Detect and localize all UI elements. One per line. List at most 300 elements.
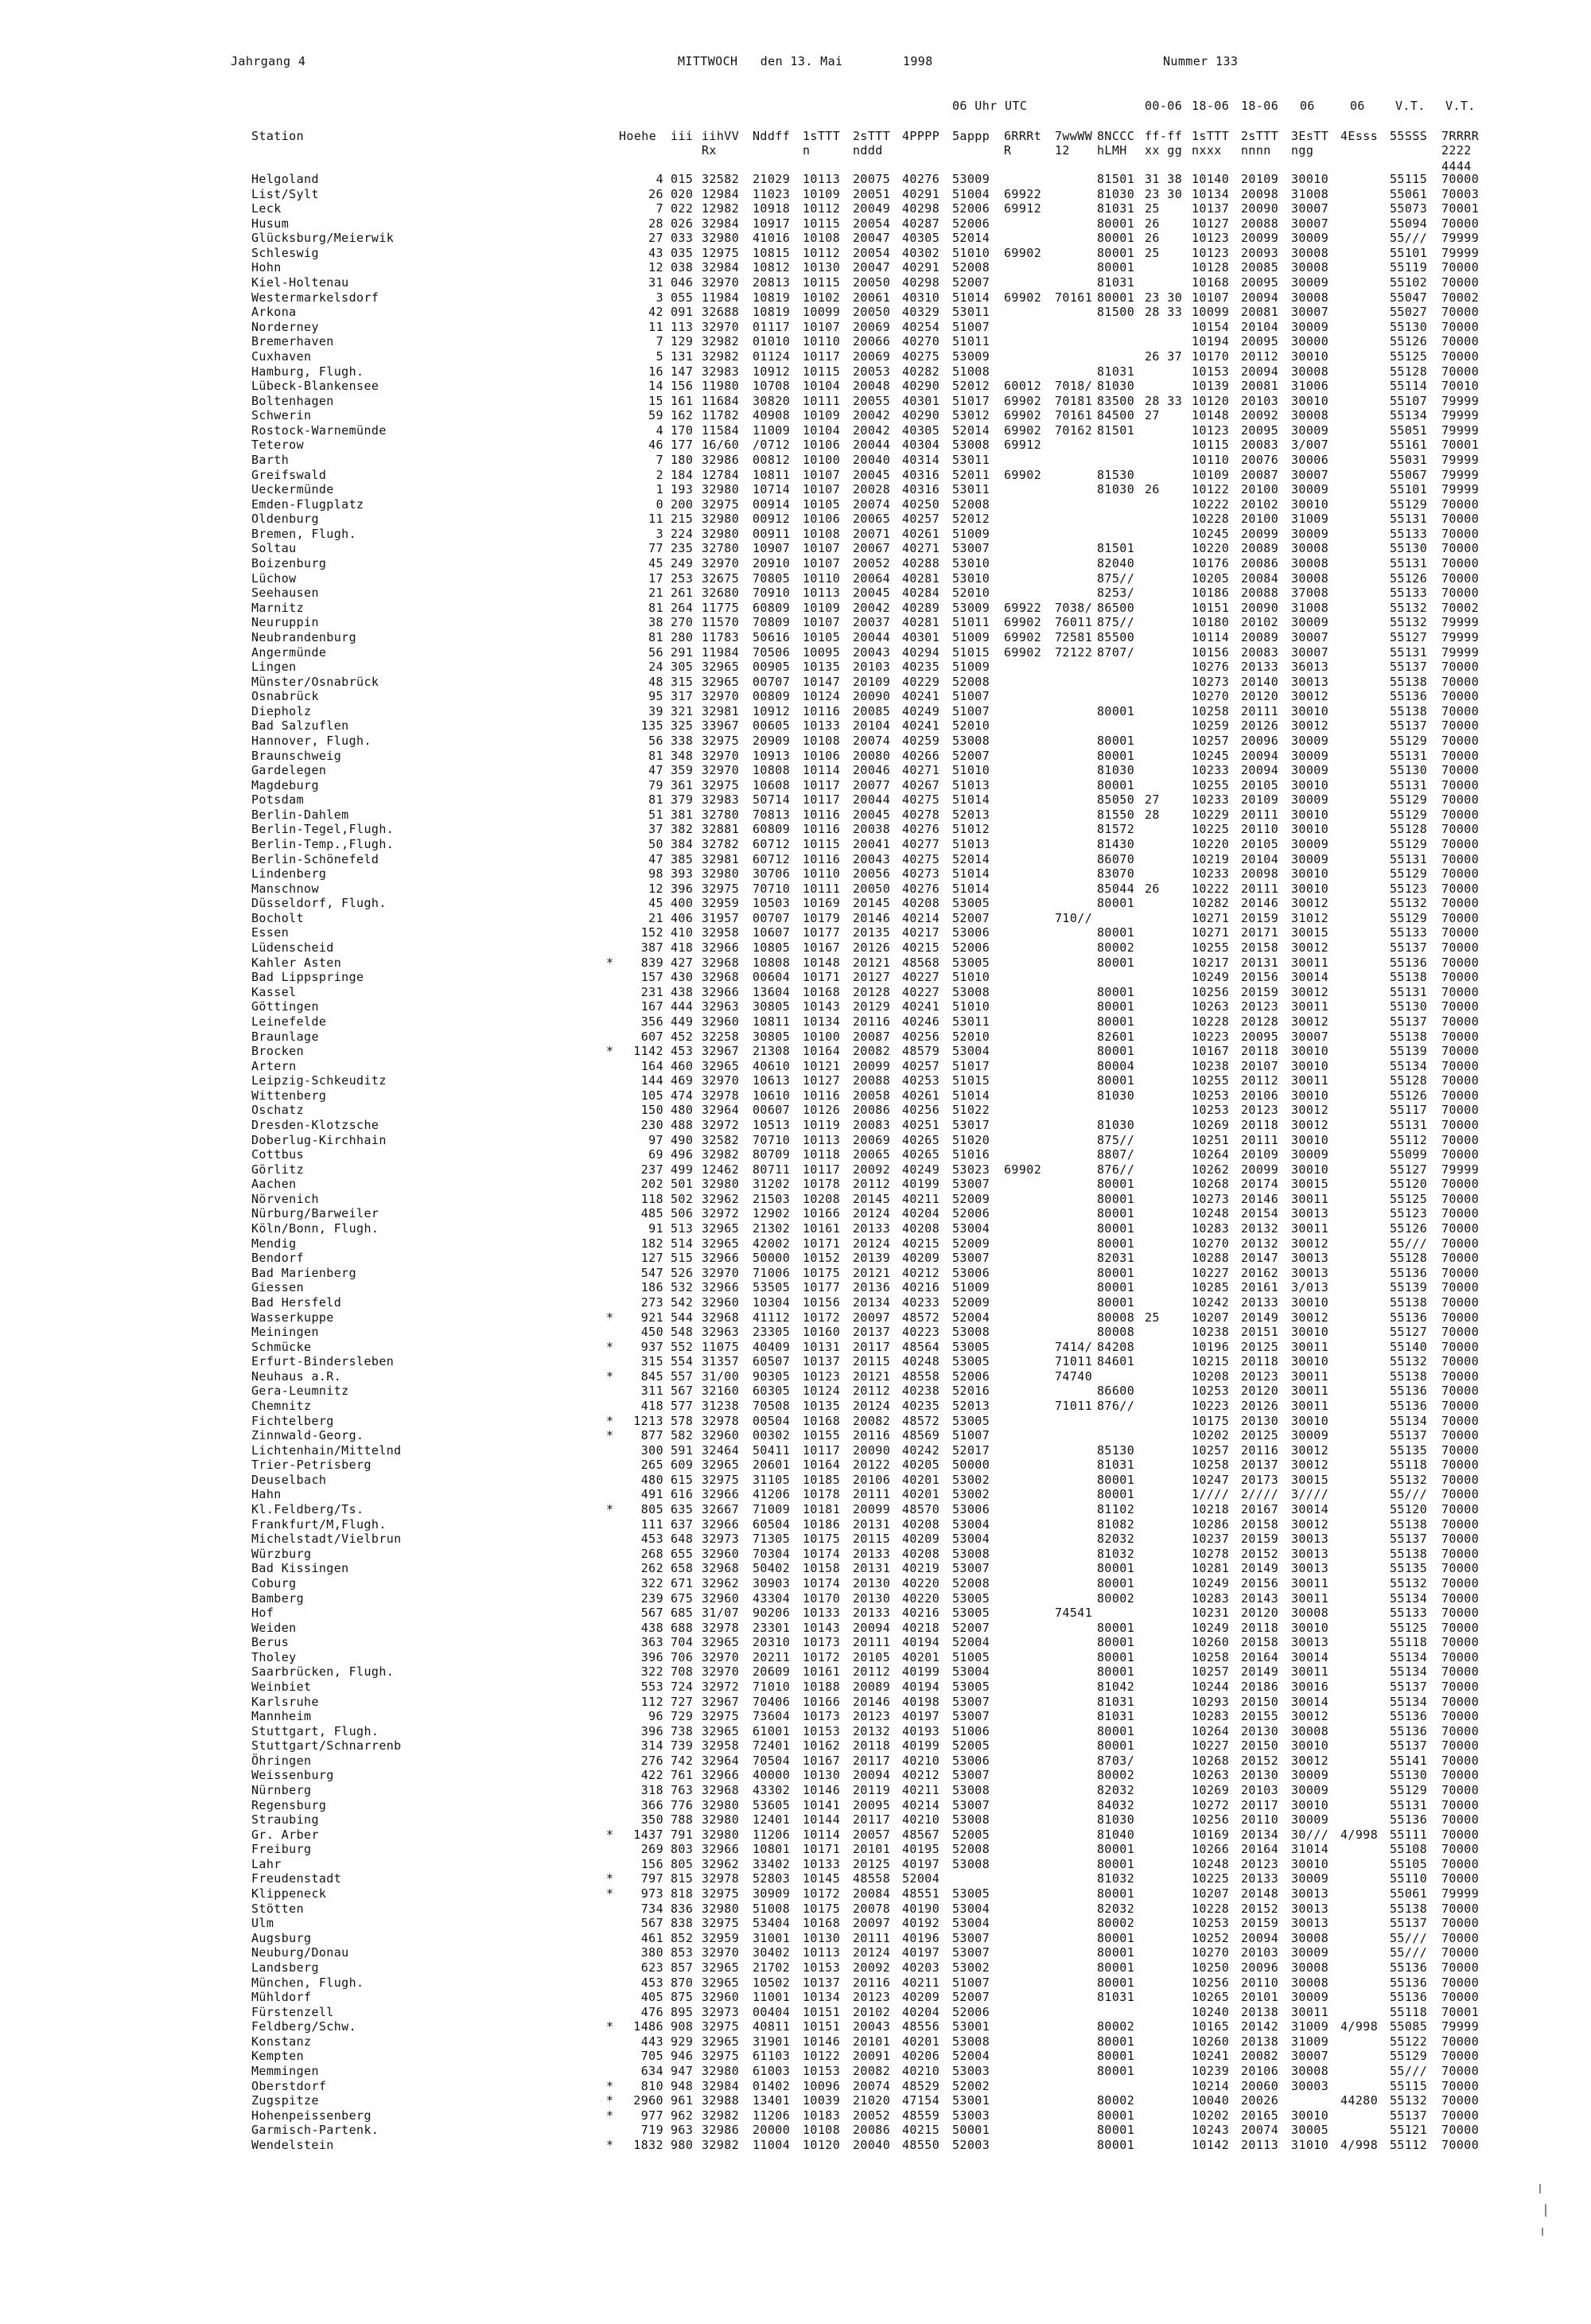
cell-i: 452 bbox=[671, 1029, 694, 1044]
cell-2t: 20158 bbox=[1241, 1516, 1279, 1532]
cell-4p: 40290 bbox=[902, 408, 940, 423]
cell-7r: 70000 bbox=[1441, 305, 1480, 320]
cell-ii: 31/07 bbox=[702, 1606, 740, 1621]
cell-8n: 81031 bbox=[1097, 275, 1135, 290]
cell-nd: 80709 bbox=[753, 1147, 791, 1162]
cell-t6: 10168 bbox=[1192, 275, 1230, 290]
cell-55: 55128 bbox=[1390, 1251, 1428, 1266]
cell-4p: 40249 bbox=[902, 1162, 940, 1177]
cell-h: 877 bbox=[640, 1428, 663, 1443]
cell-2s: 20106 bbox=[853, 1472, 891, 1487]
table-row bbox=[232, 703, 1480, 719]
cell-7r: 79999 bbox=[1441, 1886, 1480, 1902]
cell-7r: 70000 bbox=[1441, 348, 1480, 364]
cell-i: 156 bbox=[671, 379, 694, 394]
cell-1s: 10183 bbox=[803, 2108, 841, 2123]
cell-3e: 30010 bbox=[1291, 777, 1329, 792]
cell-ii: 32970 bbox=[702, 1265, 740, 1280]
cell-2s: 20056 bbox=[853, 866, 891, 882]
cell-i: 325 bbox=[671, 718, 694, 734]
table-row bbox=[232, 1442, 1480, 1458]
station-name: Bendorf bbox=[251, 1251, 305, 1266]
cell-t6: 10278 bbox=[1192, 1546, 1230, 1561]
cell-2s: 20133 bbox=[853, 1221, 891, 1236]
cell-i: 321 bbox=[671, 703, 694, 718]
cell-5a: 53007 bbox=[952, 1797, 990, 1812]
cell-55: 55125 bbox=[1390, 1191, 1428, 1206]
cell-4p: 40265 bbox=[902, 1147, 940, 1162]
cell-ii: 32970 bbox=[702, 1664, 740, 1680]
cell-1s: 10158 bbox=[803, 1561, 841, 1576]
cell-5a: 53004 bbox=[952, 1221, 990, 1236]
cell-4p: 40271 bbox=[902, 541, 940, 556]
table-row bbox=[232, 1768, 1480, 1783]
cell-3e: 3/007 bbox=[1291, 438, 1329, 453]
cell-8n: 85500 bbox=[1097, 629, 1135, 644]
cell-4p: 40212 bbox=[902, 1265, 940, 1280]
cell-ii: 32963 bbox=[702, 999, 740, 1014]
station-name: Würzburg bbox=[251, 1546, 312, 1561]
cell-5a: 51008 bbox=[952, 364, 990, 379]
cell-t6: 10241 bbox=[1192, 2049, 1230, 2064]
cell-8n: 80001 bbox=[1097, 1265, 1135, 1280]
cell-7r: 70000 bbox=[1441, 674, 1480, 689]
cell-7r: 70000 bbox=[1441, 1206, 1480, 1221]
cell-i: 418 bbox=[671, 940, 694, 956]
cell-t6: 10175 bbox=[1192, 1413, 1230, 1428]
cell-ii: 32970 bbox=[702, 275, 740, 290]
cell-5a: 51011 bbox=[952, 615, 990, 630]
cell-nd: 70504 bbox=[753, 1753, 791, 1768]
cell-t6: 10282 bbox=[1192, 896, 1230, 911]
station-name: Seehausen bbox=[251, 586, 319, 601]
cell-t6: 10220 bbox=[1192, 837, 1230, 852]
column-label-st: Station bbox=[251, 129, 305, 143]
cell-t6: 10253 bbox=[1192, 1103, 1230, 1118]
cell-1s: 10169 bbox=[803, 896, 841, 911]
cell-i: 180 bbox=[671, 452, 694, 467]
cell-ii: 32980 bbox=[702, 1812, 740, 1828]
cell-8n: 80001 bbox=[1097, 1738, 1135, 1754]
cell-2t: 20118 bbox=[1241, 1044, 1279, 1059]
cell-t6: 10250 bbox=[1192, 1960, 1230, 1975]
cell-ii: 32972 bbox=[702, 1679, 740, 1694]
cell-2t: 20084 bbox=[1241, 570, 1279, 586]
cell-i: 235 bbox=[671, 541, 694, 556]
cell-ff: 26 bbox=[1145, 216, 1160, 231]
cell-ii: 32978 bbox=[702, 1871, 740, 1886]
cell-nd: 30805 bbox=[753, 1029, 791, 1044]
cell-nd: 53505 bbox=[753, 1280, 791, 1295]
cell-2t: 20087 bbox=[1241, 467, 1279, 482]
cell-2s: 20046 bbox=[853, 763, 891, 778]
cell-7w: 70162 bbox=[1055, 422, 1093, 438]
cell-5a: 51016 bbox=[952, 1147, 990, 1162]
cell-i: 379 bbox=[671, 792, 694, 808]
cell-4p: 40227 bbox=[902, 970, 940, 985]
cell-t6: 10220 bbox=[1192, 541, 1230, 556]
cell-7r: 70010 bbox=[1441, 379, 1480, 394]
cell-8n: 80001 bbox=[1097, 1487, 1135, 1502]
cell-3e: 31008 bbox=[1291, 186, 1329, 201]
cell-5a: 53008 bbox=[952, 1783, 990, 1798]
station-name: Hahn bbox=[251, 1487, 282, 1502]
cell-1s: 10135 bbox=[803, 660, 841, 675]
cell-3e: 30009 bbox=[1291, 748, 1329, 763]
cell-nd: 20211 bbox=[753, 1649, 791, 1664]
cell-h: 59 bbox=[648, 408, 663, 423]
cell-ii: 32982 bbox=[702, 334, 740, 349]
cell-i: 460 bbox=[671, 1058, 694, 1073]
cell-t6: 10288 bbox=[1192, 1251, 1230, 1266]
cell-2t: 20112 bbox=[1241, 1073, 1279, 1088]
cell-ff: 23 30 bbox=[1145, 186, 1183, 201]
cell-ii: 32980 bbox=[702, 526, 740, 541]
cell-h: 322 bbox=[640, 1575, 663, 1590]
cell-h: 135 bbox=[640, 718, 663, 734]
cell-3e: 30010 bbox=[1291, 1797, 1329, 1812]
cell-8n: 82032 bbox=[1097, 1532, 1135, 1547]
cell-8n: 81031 bbox=[1097, 364, 1135, 379]
cell-3e: 30012 bbox=[1291, 718, 1329, 734]
cell-7r: 79999 bbox=[1441, 629, 1480, 644]
cell-t6: 10273 bbox=[1192, 674, 1230, 689]
cell-nd: 30805 bbox=[753, 999, 791, 1014]
cell-h: 485 bbox=[640, 1206, 663, 1221]
cell-4p: 40310 bbox=[902, 290, 940, 305]
cell-55: 55138 bbox=[1390, 674, 1428, 689]
table-row bbox=[232, 999, 1480, 1014]
cell-nd: 20609 bbox=[753, 1664, 791, 1680]
cell-2t: 20100 bbox=[1241, 482, 1279, 497]
cell-h: 186 bbox=[640, 1280, 663, 1295]
cell-8n: 80001 bbox=[1097, 1014, 1135, 1029]
table-row bbox=[232, 1561, 1480, 1576]
station-name: Bad Hersfeld bbox=[251, 1294, 342, 1310]
cell-3e: 30006 bbox=[1291, 452, 1329, 467]
cell-nd: 60507 bbox=[753, 1354, 791, 1369]
cell-t6: 10264 bbox=[1192, 1147, 1230, 1162]
cell-55: 55/// bbox=[1390, 1945, 1428, 1960]
cell-4p: 40216 bbox=[902, 1280, 940, 1295]
cell-3e: 30012 bbox=[1291, 689, 1329, 704]
cell-4p: 40220 bbox=[902, 1575, 940, 1590]
cell-2s: 20050 bbox=[853, 305, 891, 320]
cell-5a: 52009 bbox=[952, 1191, 990, 1206]
table-row bbox=[232, 1842, 1480, 1857]
cell-1s: 10177 bbox=[803, 1280, 841, 1295]
cell-7r: 79999 bbox=[1441, 393, 1480, 408]
cell-2t: 20126 bbox=[1241, 718, 1279, 734]
cell-ff: 28 bbox=[1145, 807, 1160, 822]
cell-55: 55/// bbox=[1390, 1930, 1428, 1945]
cell-5a: 53008 bbox=[952, 438, 990, 453]
cell-8n: 80001 bbox=[1097, 984, 1135, 999]
mountain-marker: * bbox=[606, 1428, 614, 1443]
cell-2s: 20051 bbox=[853, 186, 891, 201]
cell-ff: 27 bbox=[1145, 408, 1160, 423]
cell-5a: 52013 bbox=[952, 1398, 990, 1413]
cell-2s: 20111 bbox=[853, 1930, 891, 1945]
cell-55: 55132 bbox=[1390, 2093, 1428, 2108]
cell-h: 262 bbox=[640, 1561, 663, 1576]
cell-55: 55128 bbox=[1390, 364, 1428, 379]
cell-ii: 32975 bbox=[702, 881, 740, 896]
cell-55: 55125 bbox=[1390, 348, 1428, 364]
cell-3e: 30009 bbox=[1291, 1812, 1329, 1828]
cell-7r: 70000 bbox=[1441, 1990, 1480, 2005]
cell-1s: 10095 bbox=[803, 644, 841, 660]
cell-2s: 20135 bbox=[853, 925, 891, 940]
cell-55: 55136 bbox=[1390, 1265, 1428, 1280]
cell-2t: 20148 bbox=[1241, 1886, 1279, 1902]
cell-t6: 10255 bbox=[1192, 940, 1230, 956]
cell-5a: 53009 bbox=[952, 600, 990, 615]
cell-t6: 10215 bbox=[1192, 1354, 1230, 1369]
cell-7r: 70000 bbox=[1441, 556, 1480, 571]
cell-1s: 10164 bbox=[803, 1044, 841, 1059]
cell-h: 453 bbox=[640, 1532, 663, 1547]
table-row bbox=[232, 1221, 1480, 1236]
cell-7r: 70000 bbox=[1441, 1960, 1480, 1975]
station-name: Bad Lippspringe bbox=[251, 970, 364, 985]
cell-ii: 32960 bbox=[702, 1990, 740, 2005]
cell-t6: 10156 bbox=[1192, 644, 1230, 660]
cell-nd: 10918 bbox=[753, 201, 791, 216]
cell-55: 55131 bbox=[1390, 851, 1428, 866]
cell-h: 553 bbox=[640, 1679, 663, 1694]
station-name: Mannheim bbox=[251, 1709, 312, 1724]
cell-8n: 80002 bbox=[1097, 1590, 1135, 1606]
cell-nd: 71006 bbox=[753, 1265, 791, 1280]
cell-7r: 70000 bbox=[1441, 2078, 1480, 2093]
mountain-marker: * bbox=[606, 2108, 614, 2123]
cell-nd: 10812 bbox=[753, 260, 791, 275]
cell-3e: 31009 bbox=[1291, 2034, 1329, 2049]
cell-2s: 20041 bbox=[853, 837, 891, 852]
cell-8n: 81031 bbox=[1097, 1990, 1135, 2005]
cell-h: 350 bbox=[640, 1812, 663, 1828]
cell-6r: 69902 bbox=[1004, 644, 1042, 660]
cell-3e: 30013 bbox=[1291, 674, 1329, 689]
cell-2t: 20149 bbox=[1241, 1561, 1279, 1576]
cell-1s: 10208 bbox=[803, 1191, 841, 1206]
cell-55: 55131 bbox=[1390, 777, 1428, 792]
cell-nd: 40908 bbox=[753, 408, 791, 423]
cell-3e: 30008 bbox=[1291, 2064, 1329, 2078]
cell-i: 526 bbox=[671, 1265, 694, 1280]
cell-t6: 10247 bbox=[1192, 1472, 1230, 1487]
cell-h: 21 bbox=[648, 586, 663, 601]
cell-55: 55132 bbox=[1390, 600, 1428, 615]
cell-2s: 20130 bbox=[853, 1575, 891, 1590]
cell-ii: 32983 bbox=[702, 792, 740, 808]
cell-7r: 79999 bbox=[1441, 408, 1480, 423]
cell-8n: 81030 bbox=[1097, 763, 1135, 778]
cell-ff: 31 38 bbox=[1145, 172, 1183, 186]
cell-2t: 20159 bbox=[1241, 984, 1279, 999]
cell-55: 55138 bbox=[1390, 703, 1428, 718]
table-row bbox=[232, 851, 1480, 867]
cell-55: 55131 bbox=[1390, 556, 1428, 571]
cell-nd: 21503 bbox=[753, 1191, 791, 1206]
cell-2s: 20133 bbox=[853, 1546, 891, 1561]
station-name: Kl.Feldberg/Ts. bbox=[251, 1502, 364, 1517]
table-row bbox=[232, 1487, 1480, 1502]
cell-h: 476 bbox=[640, 2004, 663, 2019]
cell-t6: 10207 bbox=[1192, 1310, 1230, 1325]
cell-t6: 10285 bbox=[1192, 1280, 1230, 1295]
cell-2t: 20060 bbox=[1241, 2078, 1279, 2093]
cell-2s: 20146 bbox=[853, 1694, 891, 1709]
cell-5a: 53005 bbox=[952, 896, 990, 911]
cell-6r: 69902 bbox=[1004, 393, 1042, 408]
cell-t6: 10123 bbox=[1192, 422, 1230, 438]
cell-4p: 40201 bbox=[902, 1649, 940, 1664]
cell-3e: 30010 bbox=[1291, 1294, 1329, 1310]
cell-55: 55067 bbox=[1390, 467, 1428, 482]
cell-8n: 80001 bbox=[1097, 1945, 1135, 1960]
cell-t6: 10219 bbox=[1192, 851, 1230, 866]
cell-3e: 30016 bbox=[1291, 1679, 1329, 1694]
cell-ii: 32967 bbox=[702, 1044, 740, 1059]
cell-t6: 10233 bbox=[1192, 866, 1230, 882]
cell-7r: 70000 bbox=[1441, 1294, 1480, 1310]
cell-7r: 70001 bbox=[1441, 201, 1480, 216]
cell-h: 418 bbox=[640, 1398, 663, 1413]
cell-3e: 30010 bbox=[1291, 1088, 1329, 1103]
cell-55: 55139 bbox=[1390, 1044, 1428, 1059]
cell-55: 55140 bbox=[1390, 1339, 1428, 1354]
cell-5a: 53011 bbox=[952, 452, 990, 467]
cell-7r: 79999 bbox=[1441, 245, 1480, 260]
cell-ii: 32973 bbox=[702, 1532, 740, 1547]
cell-2s: 20104 bbox=[853, 718, 891, 734]
column-label-7r: 7RRRR bbox=[1441, 129, 1480, 143]
cell-h: 239 bbox=[640, 1590, 663, 1606]
cell-5a: 52014 bbox=[952, 851, 990, 866]
station-name: Stötten bbox=[251, 1901, 305, 1916]
cell-8n: 80001 bbox=[1097, 1649, 1135, 1664]
cell-t6: 10128 bbox=[1192, 260, 1230, 275]
table-row bbox=[232, 467, 1480, 483]
cell-55: 55136 bbox=[1390, 955, 1428, 970]
cell-2t: 20099 bbox=[1241, 231, 1279, 246]
cell-1s: 10114 bbox=[803, 763, 841, 778]
cell-7r: 70000 bbox=[1441, 364, 1480, 379]
cell-4p: 40275 bbox=[902, 348, 940, 364]
cell-5a: 52007 bbox=[952, 1990, 990, 2005]
cell-7r: 70000 bbox=[1441, 1575, 1480, 1590]
cell-55: 55137 bbox=[1390, 1532, 1428, 1547]
cell-5a: 53003 bbox=[952, 2108, 990, 2123]
cell-2s: 20045 bbox=[853, 586, 891, 601]
cell-t6: 10253 bbox=[1192, 1384, 1230, 1399]
cell-ii: 32973 bbox=[702, 2004, 740, 2019]
cell-t6: 10186 bbox=[1192, 586, 1230, 601]
cell-55: 55128 bbox=[1390, 822, 1428, 837]
cell-4p: 40316 bbox=[902, 467, 940, 482]
cell-2s: 20121 bbox=[853, 955, 891, 970]
cell-55: 55129 bbox=[1390, 733, 1428, 748]
cell-i: 761 bbox=[671, 1768, 694, 1783]
cell-1s: 10175 bbox=[803, 1532, 841, 1547]
cell-5a: 51004 bbox=[952, 186, 990, 201]
cell-5a: 52008 bbox=[952, 1575, 990, 1590]
cell-4p: 40275 bbox=[902, 851, 940, 866]
cell-5a: 53005 bbox=[952, 1679, 990, 1694]
cell-8n: 80001 bbox=[1097, 216, 1135, 231]
cell-h: 202 bbox=[640, 1177, 663, 1192]
cell-t6: 10237 bbox=[1192, 1532, 1230, 1547]
cell-2t: 20120 bbox=[1241, 1606, 1279, 1621]
station-name: Wittenberg bbox=[251, 1088, 327, 1103]
cell-ii: 32966 bbox=[702, 1280, 740, 1295]
cell-55: 55127 bbox=[1390, 1162, 1428, 1177]
cell-ii: 32982 bbox=[702, 1147, 740, 1162]
cell-4p: 40197 bbox=[902, 1945, 940, 1960]
cell-h: 230 bbox=[640, 1118, 663, 1132]
cell-7r: 70000 bbox=[1441, 2093, 1480, 2108]
cell-2s: 20125 bbox=[853, 1856, 891, 1871]
cell-i: 396 bbox=[671, 881, 694, 896]
cell-ii: 11775 bbox=[702, 600, 740, 615]
cell-i: 193 bbox=[671, 482, 694, 497]
cell-2t: 20113 bbox=[1241, 2137, 1279, 2152]
station-name: Oberstdorf bbox=[251, 2078, 327, 2093]
station-name: Düsseldorf, Flugh. bbox=[251, 896, 387, 911]
cell-i: 578 bbox=[671, 1413, 694, 1428]
table-row bbox=[232, 1398, 1480, 1414]
cell-2s: 20109 bbox=[853, 674, 891, 689]
cell-3e: 30010 bbox=[1291, 1856, 1329, 1871]
cell-3e: 30010 bbox=[1291, 1058, 1329, 1073]
cell-t6: 10120 bbox=[1192, 393, 1230, 408]
cell-nd: 70304 bbox=[753, 1546, 791, 1561]
mountain-marker: * bbox=[606, 1339, 614, 1354]
cell-2t: 20094 bbox=[1241, 290, 1279, 305]
cell-7r: 70000 bbox=[1441, 866, 1480, 882]
cell-8n: 80001 bbox=[1097, 1191, 1135, 1206]
cell-i: 805 bbox=[671, 1856, 694, 1871]
cell-7r: 70000 bbox=[1441, 570, 1480, 586]
cell-2s: 20050 bbox=[853, 881, 891, 896]
station-name: Soltau bbox=[251, 541, 297, 556]
cell-1s: 10135 bbox=[803, 1398, 841, 1413]
cell-h: 43 bbox=[648, 245, 663, 260]
cell-7r: 70000 bbox=[1441, 1472, 1480, 1487]
cell-nd: 13401 bbox=[753, 2093, 791, 2108]
cell-55: 55031 bbox=[1390, 452, 1428, 467]
station-name: Schmücke bbox=[251, 1339, 312, 1354]
cell-55: 55122 bbox=[1390, 2034, 1428, 2049]
cell-55: 55/// bbox=[1390, 2064, 1428, 2078]
cell-8n: 80002 bbox=[1097, 2019, 1135, 2034]
cell-4p: 40290 bbox=[902, 379, 940, 394]
cell-1s: 10148 bbox=[803, 955, 841, 970]
cell-6r: 69902 bbox=[1004, 408, 1042, 423]
station-name: Berlin-Dahlem bbox=[251, 807, 349, 822]
cell-55: 55136 bbox=[1390, 1384, 1428, 1399]
cell-1s: 10113 bbox=[803, 586, 841, 601]
cell-5a: 53008 bbox=[952, 2034, 990, 2049]
cell-4p: 40256 bbox=[902, 1103, 940, 1118]
cell-i: 385 bbox=[671, 851, 694, 866]
cell-2s: 20123 bbox=[853, 1709, 891, 1724]
cell-1s: 10172 bbox=[803, 1649, 841, 1664]
cell-3e: 30009 bbox=[1291, 1871, 1329, 1886]
station-name: Karlsruhe bbox=[251, 1694, 319, 1709]
